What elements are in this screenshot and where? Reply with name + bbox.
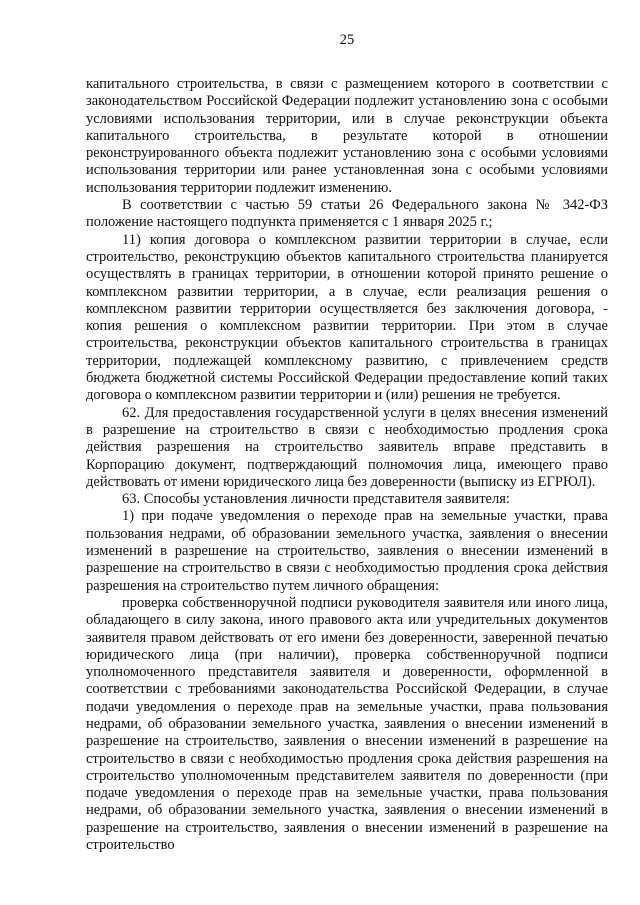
paragraph: 62. Для предоставления государственной услуги в целях внесения изменений в разрешение на строительство в связи с необходимостью продления срока действия разрешения на строительство заявитель вправе представить в Корпорацию документ, подтверждающий полномочия лица, имеющего право действовать от имени юридического лица без доверенности (выписку из ЕГРЮЛ). bbox=[86, 404, 608, 490]
document-page bbox=[86, 30, 608, 854]
paragraph: 11) копия договора о комплексном развитии территории в случае, если строительство, реконструкцию объектов капитального строительства планируется осуществлять в границах территории, в отношении которой принято решение о комплексном развитии территории, а в случае, если реализация решения о комплексном развитии территории осуществляется без заключения договора, - копия решения о комплексном развитии территории. При этом в случае строительства, реконструкции объектов капитального строительства в границах территории, подлежащей комплексному развитию, с привлечением средств бюджета бюджетной системы Российской Федерации предоставление копий таких договора о комплексном развитии территории и (или) решения не требуется. bbox=[86, 231, 608, 404]
document-body bbox=[86, 76, 608, 854]
paragraph: В соответствии с частью 59 статьи 26 Федерального закона № 342-ФЗ положение настоящего подпункта применяется с 1 января 2025 г.; bbox=[86, 197, 608, 231]
paragraph: проверка собственноручной подписи руководителя заявителя или иного лица, обладающего в силу закона, иного правового акта или учредительных документов заявителя правом действовать от его имени без доверенности, заверенной печатью юридического лица (при наличии), проверка собственноручной подписи уполномоченного представителя заявителя и доверенности, оформленной в соответствии с требованиями законодательства Российской Федерации, в случае подачи уведомления о переходе прав на земельные участки, права пользования недрами, об образовании земельного участка, заявления о внесении изменений в разрешение на строительство, заявления о внесении изменений в разрешение на строительство в связи с необходимостью продления срока действия разрешения на строительство уполномоченным представителем заявителя по доверенности (при подаче уведомления о переходе прав на земельные участки, права пользования недрами, об образовании земельного участка, заявления о внесении изменений в разрешение на строительство, заявления о внесении изменений в разрешение на строительство bbox=[86, 594, 608, 854]
paragraph: 1) при подаче уведомления о переходе прав на земельные участки, права пользования недрами, об образовании земельного участка, заявления о внесении изменений в разрешение на строительство, заявления о внесении изменений в разрешение на строительство в связи с необходимостью продления срока действия разрешения на строительство путем личного обращения: bbox=[86, 508, 608, 594]
paragraph: 63. Способы установления личности представителя заявителя: bbox=[122, 491, 510, 508]
paragraph: капитального строительства, в связи с размещением которого в соответствии с законодательством Российской Федерации подлежит установлению зона с особыми условиями использования территории, или в случае реконструкции объекта капитального строительства, в результате которой в отношении реконструированного объекта подлежит установлению зона с особыми условиями использования территории или ранее установленная зона с особыми условиями использования территории подлежит изменению. bbox=[86, 76, 608, 196]
page-number: 25 bbox=[339, 32, 355, 48]
